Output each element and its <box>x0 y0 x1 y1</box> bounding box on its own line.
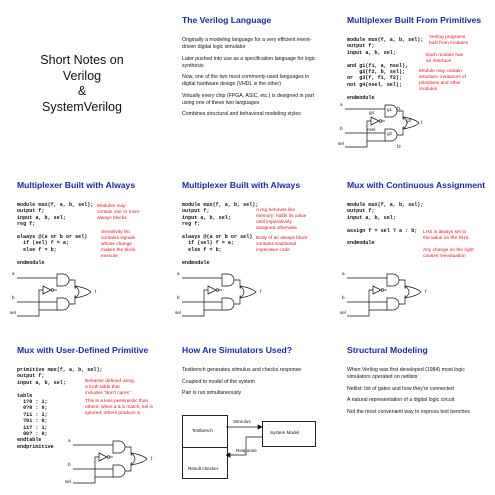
slide-mux-continuous-assign <box>333 168 491 326</box>
mux-gate-schematic <box>69 433 149 489</box>
signal-label: b <box>340 126 343 131</box>
annotation: LHS is always set to the value on the RHS <box>423 230 469 241</box>
deck-title <box>3 53 161 115</box>
slide-title: How Are Simulators Used? <box>182 345 292 355</box>
gate-label: g1 <box>387 107 393 112</box>
code-block: module mux(f, a, b, sel); output f; input a, b, sel; reg f; always @(a or b or sel) if (sel) f = a; else f = b; endmodule <box>17 202 94 266</box>
slide-title: Multiplexer Built with Always <box>182 180 301 190</box>
deck-title-line: Verilog <box>62 68 102 83</box>
bullet: Virtually every chip (FPGA, ASIC, etc.) is designed in part using one of these two languages <box>182 92 314 106</box>
signal-label: a <box>68 438 71 443</box>
signal-label: f <box>151 456 153 461</box>
bullet: Combines structural and behavioral modeling styles <box>182 111 301 117</box>
annotation: Body of an always block contains traditional imperative code <box>256 236 308 253</box>
signal-label: a <box>342 271 345 276</box>
annotation: Each module has an interface <box>426 53 464 64</box>
stimulus-label: Stimulus <box>233 419 251 424</box>
annotation: Module may contain structure: instances of primitives and other modules <box>419 69 466 92</box>
signal-label: sel <box>65 479 71 484</box>
code-block: primitive mux(f, a, b, sel); output f; input a, b, sel; table 1?0 : 1; 0?0 : 0; ?11 : 1; ?01 : 0; 11? : 1; 00? : 0; endtable endprimitive <box>17 367 103 450</box>
bullet: Coupled to model of the system <box>182 378 255 385</box>
slide-mux-always-2 <box>168 168 326 326</box>
code-block: module mux(f, a, b, sel); output f; input a, b, sel; and g1(f1, a, nsel), g2(f2, b, sel); or g3(f, f1, f2); not g4(nsel, sel); endmodule <box>347 37 424 101</box>
mux-gate-schematic <box>343 266 423 322</box>
bullet: Later pushed into use as a specification language for logic synthesis <box>182 55 316 69</box>
signal-label: sel <box>175 310 181 315</box>
signal-label: f <box>425 289 427 294</box>
signal-label: b <box>342 295 345 300</box>
signal-label: f2 <box>397 144 401 149</box>
slide-title: Mux with Continuous Assignment <box>347 180 486 190</box>
slide-title-card <box>3 3 161 161</box>
bullet: Not the most convenient way to express test benches <box>347 408 470 415</box>
bullet: Now, one of the two most commonly-used languages in digital hardware design (VHDL is the other) <box>182 74 310 87</box>
bullet-list <box>182 367 320 402</box>
slide-title: Mux with User-Defined Primitive <box>17 345 149 355</box>
mux-gate-schematic <box>13 266 93 322</box>
bullet: Netlist: list of gates and how they're connected <box>347 385 454 392</box>
signal-label: b <box>68 462 71 467</box>
system-model-label: System Model <box>270 430 300 435</box>
slide-mux-primitives <box>333 3 491 161</box>
deck-title-line: Short Notes on <box>40 53 124 67</box>
annotation: Verilog programs built from modules <box>429 35 469 46</box>
annotation: A reg behaves like memory: holds its value until imperatively assigned otherwise <box>256 208 307 231</box>
annotation: Any change on the right causes reevaluation <box>423 248 474 259</box>
slide-structural-modeling <box>333 333 491 491</box>
signal-label: sel <box>10 310 16 315</box>
response-label: Response <box>236 448 257 453</box>
deck-title-line: SystemVerilog <box>42 99 122 114</box>
bullet: A natural representation of a digital logic circuit <box>347 397 455 403</box>
annotation: This is a less pessimistic than others: when a & b match, sel is ignored; others produce X <box>85 399 153 416</box>
signal-label: a <box>12 271 15 276</box>
mux-gate-schematic <box>178 266 258 322</box>
signal-label: b <box>177 295 180 300</box>
signal-label: sel <box>338 141 344 146</box>
bullet: When Verilog was first developed (1984) most logic simulators operated on netlists <box>347 367 465 380</box>
bullet-list <box>182 37 320 123</box>
testbench-label: Testbench <box>192 428 213 433</box>
slide-title: Multiplexer Built with Always <box>17 180 136 190</box>
slide-mux-udp <box>3 333 161 491</box>
annotation: Modules may contain one or more always blocks <box>97 204 140 221</box>
signal-label: a <box>340 102 343 107</box>
result-checker-label: Result checker <box>188 466 219 471</box>
signal-label: b <box>12 295 15 300</box>
signal-label: nsel <box>367 127 376 132</box>
signal-label: sel <box>340 310 346 315</box>
slide-title: Structural Modeling <box>347 345 428 355</box>
result-checker-box <box>182 447 228 479</box>
mux-gate-schematic <box>341 97 421 153</box>
gate-label: g4 <box>369 110 375 115</box>
signal-label: f <box>421 120 423 125</box>
code-block: module mux(f, a, b, sel); output f; input a, b, sel; reg f; always @(a or b or sel) if (sel) f = a; else f = b; endmodule <box>182 202 259 266</box>
bullet: Testbench generates stimulus and checks response <box>182 367 302 373</box>
slide-title: The Verilog Language <box>182 15 272 25</box>
bullet: Originally a modeling language for a very efficient event-driven digital logic simulator <box>182 37 312 50</box>
code-block: module mux(f, a, b, sel); output f; input a, b, sel; assign f = sel ? a : b; endmodule <box>347 202 424 247</box>
bullet-list <box>347 367 485 420</box>
annotation: Sensitivity list contains signals whose change makes the block execute <box>101 230 136 259</box>
signal-label: f <box>95 289 97 294</box>
gate-label: g3 <box>406 118 412 123</box>
slide-title: Multiplexer Built From Primitives <box>347 15 482 25</box>
signal-label: a <box>177 271 180 276</box>
bullet: Pair is run simultaneously <box>182 390 242 396</box>
slide-simulators <box>168 333 326 491</box>
signal-label: f1 <box>397 106 401 111</box>
signal-label: f <box>260 289 262 294</box>
deck-title-line: & <box>77 84 87 98</box>
annotation: Behavior defined using a truth table that includes "don't cares" <box>85 379 134 396</box>
slide-verilog-language <box>168 3 326 161</box>
gate-label: g2 <box>387 131 393 136</box>
slide-mux-always-1 <box>3 168 161 326</box>
